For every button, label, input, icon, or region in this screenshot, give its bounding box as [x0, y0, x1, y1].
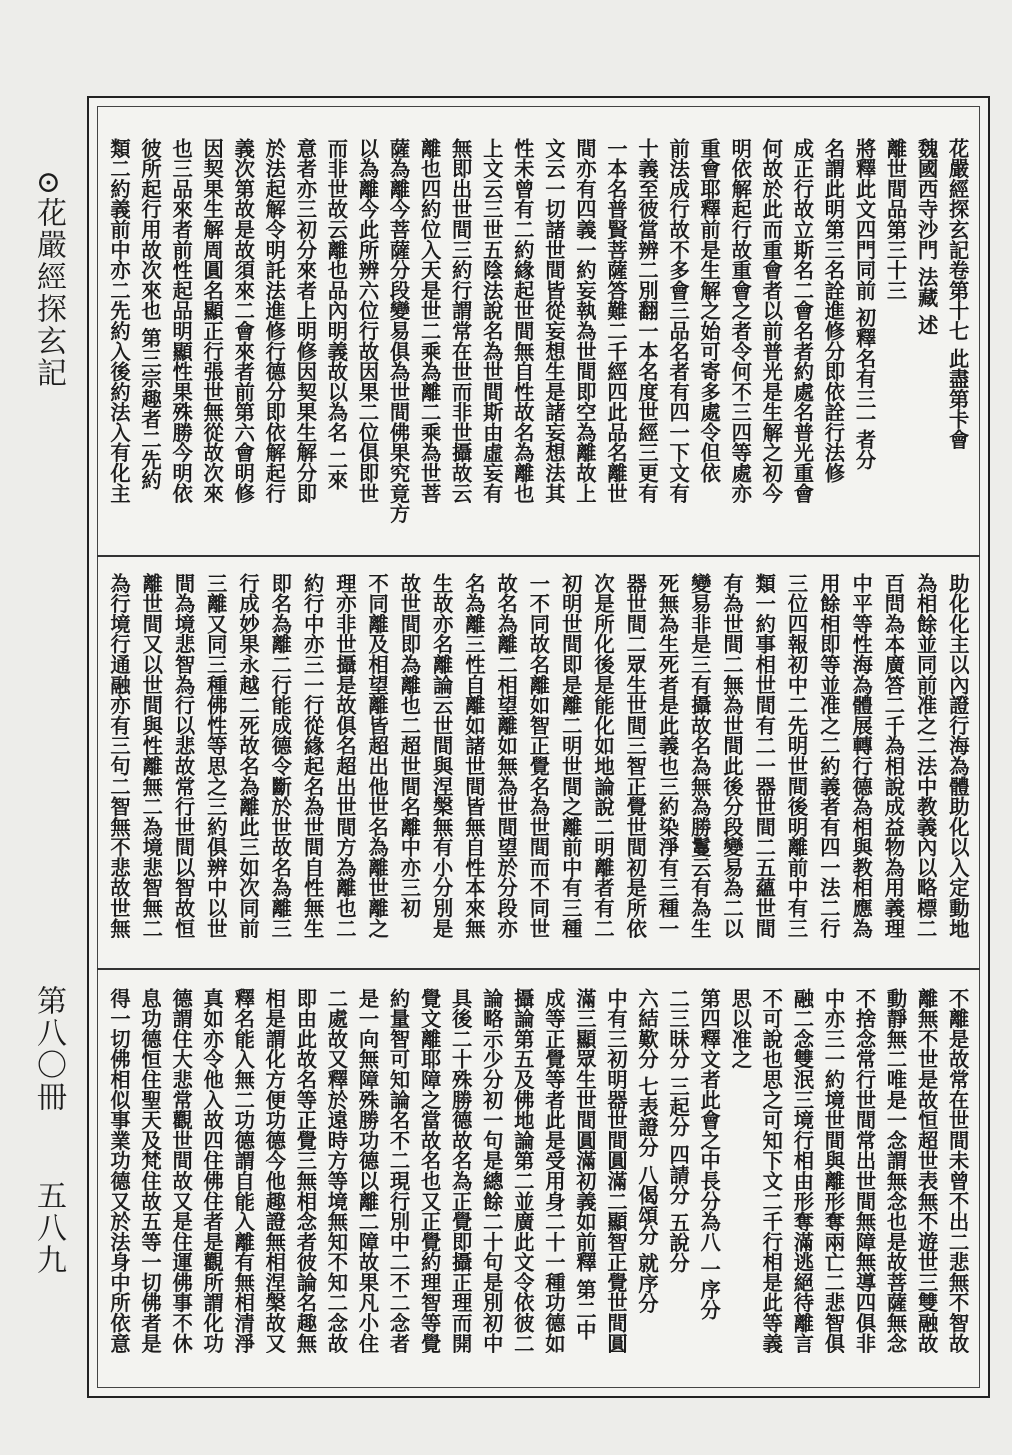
text-column: 不捨念常行世間常出世間無障無導四俱非 [852, 988, 877, 1354]
text-column: 一本名普賢菩薩答難二千經四此品名離世 [604, 138, 628, 504]
text-column: 一不同故名離如智正覺名為世間而不同世 [526, 573, 551, 939]
text-column: 第四釋文者此會之中長分為八 一序分 [697, 988, 722, 1320]
text-column: 理亦非世攝是故俱名超出世間方為離也二 [332, 573, 357, 939]
text-column: 息功德恒住聖天及梵住故五等一切佛者是 [138, 988, 163, 1354]
text-column: 成正行故立斯名二會名者約處名普光重會 [790, 138, 815, 504]
text-column: 德謂住大悲常觀世間故又是住運佛事不休 [169, 988, 194, 1354]
text-column: 為行境行通融亦有三句二智無不悲故世無 [107, 573, 131, 939]
text-column: 即名為離二行能成德令斷於世故名為離三 [268, 573, 293, 939]
text-section-bottom [107, 988, 970, 1378]
text-column: 即由此故名等正覺三無相念者彼論名趣無 [293, 988, 318, 1354]
text-column: 離世間品第三十三 [883, 138, 908, 301]
text-column: 類二約義前中亦二先約入後約法入有化主 [107, 138, 131, 504]
text-column: 有為世間二無為世間此後分段變易為二以 [720, 573, 745, 939]
text-column: 也三品來者前性起品明顯性果殊勝今明依 [169, 138, 194, 504]
text-column: 三位四報初中二先明世間後明離前中有三 [784, 573, 809, 939]
text-column: 死無為生死者是此義也三約染淨有三種一 [655, 573, 680, 939]
text-column: 成等正覺等者此是受用身二十一種功德如 [541, 988, 566, 1354]
text-column: 名謂此明第三名詮進修分即依詮行法修 [821, 138, 846, 483]
text-column: 得一切佛相似事業功德又於法身中所依意 [107, 988, 131, 1354]
text-column: 二三昧分 三起分 四請分 五說分 [666, 988, 691, 1273]
text-column: 離世間又以世間與性離無二為境悲智無二 [139, 573, 164, 939]
text-column: 約量智可知論名不二現行別中二不二念者 [386, 988, 411, 1354]
text-column: 不可說也思之可知下文二千行相是此等義 [759, 988, 784, 1354]
margin-page-number: 五八九 [31, 1180, 66, 1276]
text-column: 義次第故是故須來二會來者前第六會明修 [231, 138, 256, 504]
text-column: 重會耶釋前是生解之始可寄多處令但依 [697, 138, 722, 483]
text-section-top [107, 138, 970, 548]
text-column: 約行中亦三一行從緣起名為世間自性無生 [300, 573, 325, 939]
text-column: 魏國西寺沙門 法藏 述 [914, 138, 939, 335]
text-column: 文云一切諸世間皆從妄想生是諸妄想法其 [541, 138, 566, 504]
text-column: 相是謂化方便功德今他趣證無相涅槃故又 [262, 988, 287, 1354]
text-column: 何故於此而重會者以前普光是生解之初今 [759, 138, 784, 504]
text-column: 不同離及相望離皆超出他世名為離世離之 [365, 573, 390, 939]
text-column: 故名為離二相望離如無為世間望於分段亦 [494, 573, 519, 939]
text-column: 中平等性海為體展轉行德為相與教相應為 [849, 573, 874, 939]
text-column: 行成妙果永越二死故名為離此三如次同前 [236, 573, 261, 939]
text-column: 百問為本廣答二千為相說成益物為用義理 [881, 573, 906, 939]
text-column: 初明世間即是離二明世間之離前中有三種 [558, 573, 583, 939]
text-column: 彼所起行用故次來也 第三宗趣者二先約 [138, 138, 163, 490]
text-column: 用餘相即等並准之二約義者有四一法二行 [816, 573, 841, 939]
text-column: 名為離三性自離如諸世間皆無自性本來無 [461, 573, 486, 939]
text-column: 三離又同三種佛性等思之三約俱辨中以世 [203, 573, 228, 939]
text-column: 間亦有四義一約妄執為世間即空為離故上 [572, 138, 597, 504]
text-column: 滿三顯眾生世間圓滿初義如前釋 第二中 [572, 988, 597, 1340]
text-column: 於法起解令明託法進修行德分即依解起行 [262, 138, 287, 504]
text-column: 明依解起行故重會之者令何不三四等處亦 [728, 138, 753, 504]
text-section-middle [107, 573, 970, 958]
margin-volume: 第八〇冊 [31, 985, 66, 1113]
text-column: 薩為離今菩薩分段變易俱為世間佛果究竟方 [386, 138, 411, 524]
text-column: 二處故又釋於遠時方等境無知不知二念故 [324, 988, 349, 1354]
text-column: 融二念雙泯三境行相由形奪滿逃絕待離言 [790, 988, 815, 1354]
text-column: 中亦三一約境世間與離形奪兩亡二悲智俱 [821, 988, 846, 1354]
text-column: 具後二十殊勝德故名為正覺即攝正理而開 [448, 988, 473, 1354]
text-column: 花嚴經探玄記卷第十七 此盡第卡會 [945, 138, 970, 450]
text-column: 十義至彼當辨二別翻一本名度世經三更有 [635, 138, 660, 504]
text-column: 無即出世間三約行謂常在世而非世攝故云 [448, 138, 473, 504]
text-column: 次是所化後是能化如地論說二明離者有二 [590, 573, 615, 939]
section-divider [97, 555, 980, 557]
page-frame [87, 96, 990, 1398]
text-column: 離也四約位入天是世二乘為離二乘為世菩 [417, 138, 442, 504]
text-column: 動靜無二唯是一念謂無念也是故菩薩無念 [883, 988, 908, 1354]
text-column: 生故亦名離論云世間與涅槃無有小分別是 [429, 573, 454, 939]
text-column: 意者亦三初分來者上明修因契果生解分即 [293, 138, 318, 504]
text-column: 釋名能入無二功德謂自能入離有無相清淨 [231, 988, 256, 1354]
text-column: 論略示少分初一句是總餘二十句是別初中 [479, 988, 504, 1354]
text-column: 助化化主以內證行海為體助化以入定動地 [945, 573, 970, 939]
text-column: 性未曾有二約緣起世間無自性故名為離也 [510, 138, 535, 504]
text-column: 為相餘並同前准之二法中教義內以略標二 [913, 573, 938, 939]
text-column: 上文云三世五陰法說名為世間斯由虛妄有 [479, 138, 504, 504]
text-column: 器世間二眾生世間三智正覺世間初是所依 [623, 573, 648, 939]
text-column: 將釋此文四門同前 初釋名有三一者分 [852, 138, 877, 470]
text-column: 覺文離耶障之當故名也又正覺約理智等覺 [417, 988, 442, 1354]
text-column: 中有三初明器世間圓滿二顯智正覺世間圓 [604, 988, 628, 1354]
text-column: 因契果生解周圓名顯正行張世無從故次來 [200, 138, 225, 504]
text-column: 類一約事相世間有二一器世間二五蘊世間 [752, 573, 777, 939]
text-column: 故世間即為離也二超世間名離中亦三初 [397, 573, 422, 918]
text-column: 六結歎分 七表證分 八偈頌分 就序分 [635, 988, 660, 1314]
text-column: 間為境悲智為行以悲故常行世間以智故恒 [171, 573, 196, 939]
text-column: 攝論第五及佛地論第二並廣此文令依彼二 [510, 988, 535, 1354]
text-column: 不離是故常在世間未曾不出二悲無不智故 [945, 988, 970, 1354]
text-column: 是一向無障殊勝功德以離二障故果凡小住 [355, 988, 380, 1354]
text-column: 離無不世是故恒超世表無不遊世三雙融故 [914, 988, 939, 1354]
text-column: 真如亦令他入故四住佛住者是觀所謂化功 [200, 988, 225, 1354]
text-column: 而非世故云離也品內明義故以為名 二來 [324, 138, 349, 490]
text-column: 以為離今此所辨六位行故因果二位俱即世 [355, 138, 380, 504]
text-column: 思以准之 [728, 988, 753, 1070]
section-divider [97, 968, 980, 970]
margin-title: ⊙花嚴經探玄記 [31, 170, 66, 390]
text-column: 變易非是三有攝故名為無為勝鬘云有為生 [687, 573, 712, 939]
text-column: 前法成行故不多會三品名者有四一下文有 [666, 138, 691, 504]
